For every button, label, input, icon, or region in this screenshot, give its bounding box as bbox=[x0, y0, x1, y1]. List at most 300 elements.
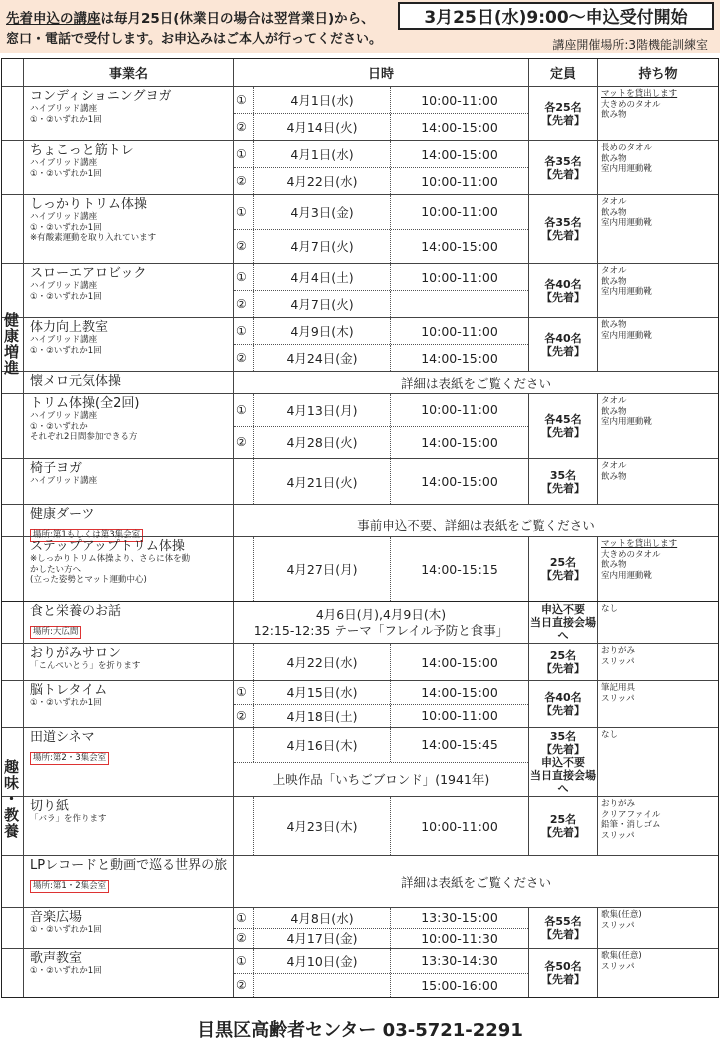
table-row bbox=[2, 504, 718, 540]
session-date: 4月8日(水) bbox=[254, 908, 391, 928]
event-note: かしたい方へ bbox=[30, 564, 82, 575]
session-number: ② bbox=[234, 974, 254, 998]
capacity-cell bbox=[528, 644, 597, 680]
item-text: 室内用運動靴 bbox=[601, 287, 653, 297]
session-number: ② bbox=[234, 291, 254, 317]
session-number bbox=[234, 797, 254, 855]
capacity-text: 当日直接会場へ bbox=[530, 616, 596, 642]
event-title: ステップアップトリム体操 bbox=[30, 539, 185, 554]
column-header-capacity: 定員 bbox=[528, 59, 597, 86]
session-number: ① bbox=[234, 394, 254, 426]
items-cell bbox=[597, 728, 718, 796]
session-date bbox=[254, 974, 391, 998]
date-line bbox=[234, 973, 528, 998]
item-text: 長めのタオル bbox=[601, 143, 653, 153]
date-time-text: 12:15-12:35 テーマ「フレイル予防と食事」 bbox=[253, 622, 509, 638]
event-title: ちょこっと筋トレ bbox=[30, 143, 134, 158]
session-time: 14:00-15:00 bbox=[421, 350, 498, 366]
session-time: 10:00-11:00 bbox=[421, 269, 498, 285]
event-note: ※しっかりトリム体操より、さらに体を動 bbox=[30, 554, 191, 564]
date-line bbox=[234, 113, 528, 140]
session-number: ① bbox=[234, 949, 254, 973]
item-text: なし bbox=[601, 604, 619, 614]
category-char: 養 bbox=[3, 822, 19, 840]
date-line bbox=[234, 394, 528, 426]
category-cell bbox=[2, 195, 23, 263]
event-note: (立った姿勢とマット運動中心) bbox=[30, 575, 147, 585]
event-note: ハイブリッド講座 bbox=[30, 212, 98, 222]
capacity-text: 【先着】 bbox=[541, 742, 585, 756]
item-text: 飲み物 bbox=[601, 406, 627, 417]
column-header-date: 日時 bbox=[233, 59, 528, 86]
event-place-tag: 場所:第1・2集会室 bbox=[30, 880, 109, 893]
table-row bbox=[2, 680, 718, 727]
item-text: 大きめのタオル bbox=[601, 99, 661, 110]
event-note: ①・②いずれか1回 bbox=[30, 966, 102, 976]
header-rest-text: は毎月25日(休業日の場合は翌営業日)から、 bbox=[100, 11, 375, 27]
header-underlined-text: 先着申込の講座 bbox=[6, 11, 101, 27]
category-char: 増 bbox=[3, 342, 19, 361]
schedule-table bbox=[1, 58, 719, 998]
session-number bbox=[234, 728, 254, 762]
date-line bbox=[234, 681, 528, 704]
see-cover-note: 詳細は表紙をご覧ください bbox=[233, 856, 718, 907]
session-date: 4月10日(金) bbox=[254, 949, 391, 973]
date-line bbox=[234, 459, 528, 504]
table-row bbox=[2, 907, 718, 948]
header-banner bbox=[0, 0, 720, 53]
item-text: タオル bbox=[601, 197, 627, 207]
session-date: 4月7日(火) bbox=[254, 230, 391, 264]
session-number: ① bbox=[234, 87, 254, 113]
date-line bbox=[234, 728, 528, 762]
footer-contact: 目黒区高齢者センター 03-5721-2291 bbox=[197, 1020, 523, 1041]
session-number: ① bbox=[234, 318, 254, 344]
item-text: 飲み物 bbox=[601, 153, 627, 164]
event-note: ハイブリッド講座 bbox=[30, 476, 98, 486]
session-date: 4月18日(土) bbox=[254, 705, 391, 728]
session-date: 4月7日(火) bbox=[254, 291, 391, 317]
category-cell bbox=[2, 87, 23, 140]
column-header-items: 持ち物 bbox=[597, 59, 718, 86]
item-text: 歌集(任意) bbox=[601, 910, 642, 920]
date-line bbox=[234, 426, 528, 459]
event-note: ハイブリッド講座 bbox=[30, 411, 98, 421]
event-name-cell bbox=[23, 537, 233, 601]
capacity-text: 各45名 bbox=[544, 413, 582, 426]
session-number: ② bbox=[234, 705, 254, 728]
category-cell bbox=[2, 394, 23, 458]
category-cell bbox=[2, 537, 23, 601]
date-line bbox=[234, 344, 528, 371]
event-place-tag: 場所:大広間 bbox=[30, 626, 81, 639]
items-cell bbox=[597, 949, 718, 997]
event-name-cell bbox=[23, 949, 233, 997]
session-date: 4月27日(月) bbox=[254, 537, 391, 601]
date-line bbox=[234, 797, 528, 855]
capacity-text: 35名 bbox=[549, 468, 577, 482]
column-header-name: 事業名 bbox=[23, 59, 233, 86]
capacity-text: 【先着】 bbox=[541, 928, 585, 941]
event-name-cell bbox=[23, 797, 233, 855]
session-number: ① bbox=[234, 264, 254, 290]
session-number: ② bbox=[234, 345, 254, 371]
date-line bbox=[234, 704, 528, 728]
capacity-cell bbox=[528, 264, 597, 317]
item-text: スリッパ bbox=[601, 830, 635, 841]
date-line bbox=[234, 195, 528, 229]
date-time-cell bbox=[233, 797, 528, 855]
event-title: 音楽広場 bbox=[30, 910, 83, 925]
date-time-cell bbox=[233, 949, 528, 997]
item-text: クリアファイル bbox=[601, 809, 661, 820]
capacity-cell bbox=[528, 797, 597, 855]
session-time: 14:00-15:00 bbox=[421, 146, 498, 162]
date-line bbox=[234, 167, 528, 194]
session-time: 14:00-15:00 bbox=[421, 654, 498, 670]
item-text: なし bbox=[601, 730, 619, 740]
event-title: 食と栄養のお話 bbox=[30, 604, 122, 619]
item-text: 筆記用具 bbox=[601, 683, 636, 693]
date-line bbox=[234, 290, 528, 317]
table-row bbox=[2, 643, 718, 680]
capacity-text: 各40名 bbox=[544, 691, 582, 704]
date-line bbox=[234, 908, 528, 928]
session-date: 4月23日(木) bbox=[254, 797, 391, 855]
session-number bbox=[234, 459, 254, 504]
date-time-cell bbox=[233, 537, 528, 601]
session-time: 13:30-14:30 bbox=[421, 953, 498, 969]
event-name-cell bbox=[23, 681, 233, 727]
session-number: ① bbox=[234, 195, 254, 229]
film-title: 上映作品「いちごブロンド」(1941年) bbox=[234, 762, 528, 797]
category-cell bbox=[2, 949, 23, 997]
header-line-2: 窓口・電話で受付します。お申込みはご本人が行ってください。 bbox=[6, 32, 382, 47]
item-text: スリッパ bbox=[601, 961, 635, 972]
event-title: 体力向上教室 bbox=[30, 320, 109, 335]
event-name-cell bbox=[23, 195, 233, 263]
category-cell bbox=[2, 459, 23, 504]
category-cell bbox=[2, 602, 23, 643]
event-name-cell bbox=[23, 87, 233, 140]
capacity-cell bbox=[528, 195, 597, 263]
date-time-cell bbox=[233, 644, 528, 680]
capacity-text: 各35名 bbox=[544, 154, 582, 168]
capacity-cell bbox=[528, 394, 597, 458]
category-char: 教 bbox=[3, 806, 19, 824]
session-time: 14:00-15:00 bbox=[421, 684, 498, 700]
event-name-cell bbox=[23, 372, 233, 393]
capacity-text: 25名 bbox=[549, 813, 577, 826]
category-cell bbox=[2, 681, 23, 727]
date-time-cell bbox=[233, 728, 528, 796]
capacity-text: 各25名 bbox=[544, 100, 582, 114]
item-text: 室内用運動靴 bbox=[601, 417, 653, 427]
item-text: 室内用運動靴 bbox=[601, 218, 653, 228]
item-text: タオル bbox=[601, 266, 627, 276]
event-place-tag: 場所:第2・3集会室 bbox=[30, 752, 109, 765]
event-name-cell bbox=[23, 264, 233, 317]
items-cell bbox=[597, 318, 718, 371]
session-time: 14:00-15:00 bbox=[421, 238, 498, 254]
date-line bbox=[234, 537, 528, 601]
session-date: 4月22日(水) bbox=[254, 168, 391, 194]
event-title: 椅子ヨガ bbox=[30, 461, 83, 476]
date-line bbox=[234, 229, 528, 264]
event-title: 田道シネマ bbox=[30, 730, 95, 745]
registration-start-box: 3月25日(水)9:00～申込受付開始 bbox=[398, 2, 714, 30]
event-note: ※有酸素運動を取り入れています bbox=[30, 233, 157, 243]
capacity-cell bbox=[528, 141, 597, 194]
event-title: 歌声教室 bbox=[30, 951, 83, 966]
item-text: 室内用運動靴 bbox=[601, 330, 653, 341]
capacity-text: 当日直接会場へ bbox=[530, 768, 596, 795]
session-date: 4月14日(火) bbox=[254, 114, 391, 140]
session-number: ① bbox=[234, 681, 254, 704]
items-cell bbox=[597, 459, 718, 504]
item-text: タオル bbox=[601, 396, 627, 406]
session-time: 10:00-11:30 bbox=[421, 930, 498, 946]
category-cell bbox=[2, 644, 23, 680]
session-number: ① bbox=[234, 141, 254, 167]
event-name-cell bbox=[23, 141, 233, 194]
session-number: ② bbox=[234, 230, 254, 264]
date-time-text: 4月6日(月),4月9日(木) bbox=[315, 606, 447, 622]
table-row bbox=[2, 536, 718, 601]
event-title: 健康ダーツ bbox=[30, 507, 95, 522]
date-time-cell bbox=[233, 908, 528, 948]
session-time: 10:00-11:00 bbox=[421, 173, 498, 189]
category-char: 康 bbox=[3, 326, 19, 345]
session-number: ② bbox=[234, 427, 254, 459]
table-row bbox=[2, 796, 718, 855]
session-time: 10:00-11:00 bbox=[421, 708, 498, 724]
mat-rental-note: マットを貸出します bbox=[601, 89, 678, 99]
event-note: ①・②いずれか1回 bbox=[30, 222, 102, 233]
items-cell bbox=[597, 264, 718, 317]
category-char: 味 bbox=[3, 774, 19, 792]
event-note: ①・②いずれか1回 bbox=[30, 168, 102, 179]
date-time-cell bbox=[233, 681, 528, 727]
date-line bbox=[234, 644, 528, 680]
category-char: 趣 bbox=[3, 758, 19, 776]
capacity-cell bbox=[528, 318, 597, 371]
item-text: おりがみ bbox=[601, 646, 636, 656]
event-title: 切り紙 bbox=[30, 799, 70, 814]
event-name-cell bbox=[23, 856, 233, 907]
capacity-text: 【先着】 bbox=[541, 826, 585, 839]
capacity-text: 25名 bbox=[549, 556, 577, 569]
session-date: 4月16日(木) bbox=[254, 728, 391, 762]
session-date: 4月17日(金) bbox=[254, 929, 391, 949]
items-cell bbox=[597, 537, 718, 601]
date-line bbox=[234, 87, 528, 113]
capacity-text: 25名 bbox=[549, 649, 577, 662]
event-name-cell bbox=[23, 459, 233, 504]
date-line bbox=[234, 318, 528, 344]
category-cell bbox=[2, 908, 23, 948]
session-number bbox=[234, 644, 254, 680]
items-cell bbox=[597, 602, 718, 643]
date-line bbox=[234, 949, 528, 973]
table-row bbox=[2, 194, 718, 263]
event-name-cell bbox=[23, 644, 233, 680]
item-text: 鉛筆・消しゴム bbox=[601, 820, 661, 830]
category-cell bbox=[2, 141, 23, 194]
item-text: 飲み物 bbox=[601, 471, 627, 482]
event-title: 脳トレタイム bbox=[30, 683, 108, 698]
item-text: 飲み物 bbox=[601, 207, 627, 218]
capacity-cell bbox=[528, 87, 597, 140]
event-note: 「バラ」を作ります bbox=[30, 814, 107, 824]
event-title: コンディショニングヨガ bbox=[30, 89, 172, 104]
date-line bbox=[234, 264, 528, 290]
items-cell bbox=[597, 681, 718, 727]
session-date: 4月1日(水) bbox=[254, 87, 391, 113]
date-time-cell bbox=[233, 318, 528, 371]
table-row bbox=[2, 371, 718, 393]
capacity-text: 【先着】 bbox=[541, 973, 585, 986]
capacity-cell bbox=[528, 908, 597, 948]
see-cover-note: 事前申込不要、詳細は表紙をご覧ください bbox=[233, 505, 718, 544]
event-name-cell bbox=[23, 318, 233, 371]
date-time-cell bbox=[233, 394, 528, 458]
session-time: 10:00-11:00 bbox=[421, 402, 498, 418]
capacity-text: 【先着】 bbox=[541, 229, 585, 242]
table-row bbox=[2, 140, 718, 194]
table-row bbox=[2, 263, 718, 317]
capacity-text: 【先着】 bbox=[541, 481, 585, 495]
event-note: ①・②いずれか bbox=[30, 421, 88, 432]
date-time-cell bbox=[233, 195, 528, 263]
capacity-cell bbox=[528, 728, 597, 796]
table-row bbox=[2, 948, 718, 997]
capacity-text: 各50名 bbox=[544, 960, 582, 973]
item-text: 飲み物 bbox=[601, 110, 627, 120]
event-note: ①・②いずれか1回 bbox=[30, 925, 102, 935]
session-time: 13:30-15:00 bbox=[421, 910, 498, 926]
item-text: タオル bbox=[601, 461, 627, 471]
session-date: 4月4日(土) bbox=[254, 264, 391, 290]
event-note: ①・②いずれか1回 bbox=[30, 114, 102, 125]
table-row bbox=[2, 601, 718, 643]
session-date: 4月22日(水) bbox=[254, 644, 391, 680]
capacity-text: 35名 bbox=[549, 729, 577, 743]
item-text: スリッパ bbox=[601, 920, 635, 931]
event-note: それぞれ2日間参加できる方 bbox=[30, 432, 138, 442]
event-title: おりがみサロン bbox=[30, 646, 122, 661]
session-date: 4月15日(水) bbox=[254, 681, 391, 704]
category-cell bbox=[2, 264, 23, 317]
capacity-text: 各40名 bbox=[544, 331, 582, 345]
capacity-text: 各55名 bbox=[544, 915, 582, 928]
capacity-text: 【先着】 bbox=[541, 113, 585, 127]
session-number: ② bbox=[234, 168, 254, 194]
session-time: 10:00-11:00 bbox=[421, 92, 498, 108]
table-row bbox=[2, 855, 718, 907]
session-time: 14:00-15:45 bbox=[421, 737, 498, 753]
capacity-text: 【先着】 bbox=[541, 569, 585, 582]
event-title: スローエアロビック bbox=[30, 266, 147, 281]
event-note: ①・②いずれか1回 bbox=[30, 345, 102, 356]
date-line bbox=[234, 928, 528, 949]
item-text: スリッパ bbox=[601, 656, 635, 667]
capacity-cell bbox=[528, 681, 597, 727]
session-number: ① bbox=[234, 908, 254, 928]
event-name-cell bbox=[23, 728, 233, 796]
header-line-1 bbox=[6, 7, 375, 27]
capacity-cell bbox=[528, 537, 597, 601]
date-time-cell bbox=[233, 141, 528, 194]
items-cell bbox=[597, 141, 718, 194]
event-name-cell bbox=[23, 394, 233, 458]
venue-note: 講座開催場所:3階機能訓練室 bbox=[552, 38, 708, 52]
date-time-cell bbox=[233, 459, 528, 504]
capacity-text: 【先着】 bbox=[541, 344, 585, 358]
item-text: スリッパ bbox=[601, 693, 635, 704]
event-name-cell bbox=[23, 602, 233, 643]
items-cell bbox=[597, 195, 718, 263]
mat-rental-note: マットを貸出します bbox=[601, 539, 678, 549]
date-time-cell bbox=[233, 87, 528, 140]
session-time: 14:00-15:00 bbox=[421, 434, 498, 450]
event-note: ハイブリッド講座 bbox=[30, 158, 98, 168]
date-time-cell bbox=[233, 602, 528, 643]
capacity-cell bbox=[528, 602, 597, 643]
event-title: しっかりトリム体操 bbox=[30, 197, 148, 212]
capacity-cell bbox=[528, 459, 597, 504]
session-number bbox=[234, 537, 254, 601]
table-row bbox=[2, 393, 718, 458]
session-number: ② bbox=[234, 114, 254, 140]
session-date: 4月21日(火) bbox=[254, 459, 391, 504]
capacity-text: 申込不要 bbox=[541, 755, 585, 769]
items-cell bbox=[597, 797, 718, 855]
category-char: ・ bbox=[3, 790, 19, 808]
table-row bbox=[2, 727, 718, 796]
category-label-hobby bbox=[1, 759, 22, 839]
event-title: トリム体操(全2回) bbox=[30, 396, 140, 411]
item-text: 室内用運動靴 bbox=[601, 570, 653, 581]
see-cover-note: 詳細は表紙をご覧ください bbox=[233, 372, 718, 393]
event-note: ①・②いずれか1回 bbox=[30, 291, 102, 302]
capacity-text: 【先着】 bbox=[541, 662, 585, 675]
capacity-text: 【先着】 bbox=[541, 167, 585, 181]
item-text: 飲み物 bbox=[601, 276, 627, 287]
table-header-row bbox=[2, 59, 718, 86]
items-cell bbox=[597, 394, 718, 458]
items-cell bbox=[597, 644, 718, 680]
capacity-text: 【先着】 bbox=[541, 290, 585, 304]
event-note: 「こんぺいとう」を折ります bbox=[30, 661, 141, 671]
item-text: 歌集(任意) bbox=[601, 951, 642, 961]
session-time: 10:00-11:00 bbox=[421, 818, 498, 834]
session-date: 4月1日(水) bbox=[254, 141, 391, 167]
capacity-text: 申込不要 bbox=[541, 603, 585, 616]
event-note: ①・②いずれか1回 bbox=[30, 698, 102, 708]
capacity-cell bbox=[528, 949, 597, 997]
event-name-cell bbox=[23, 908, 233, 948]
session-time: 10:00-11:00 bbox=[421, 204, 498, 220]
category-cell bbox=[2, 856, 23, 907]
session-time: 14:00-15:00 bbox=[421, 119, 498, 135]
item-text: おりがみ bbox=[601, 799, 636, 809]
item-text: 大きめのタオル bbox=[601, 549, 661, 560]
event-title: 懐メロ元気体操 bbox=[30, 374, 122, 389]
session-time: 10:00-11:00 bbox=[421, 323, 498, 339]
session-date: 4月3日(金) bbox=[254, 195, 391, 229]
capacity-text: 各40名 bbox=[544, 277, 582, 291]
